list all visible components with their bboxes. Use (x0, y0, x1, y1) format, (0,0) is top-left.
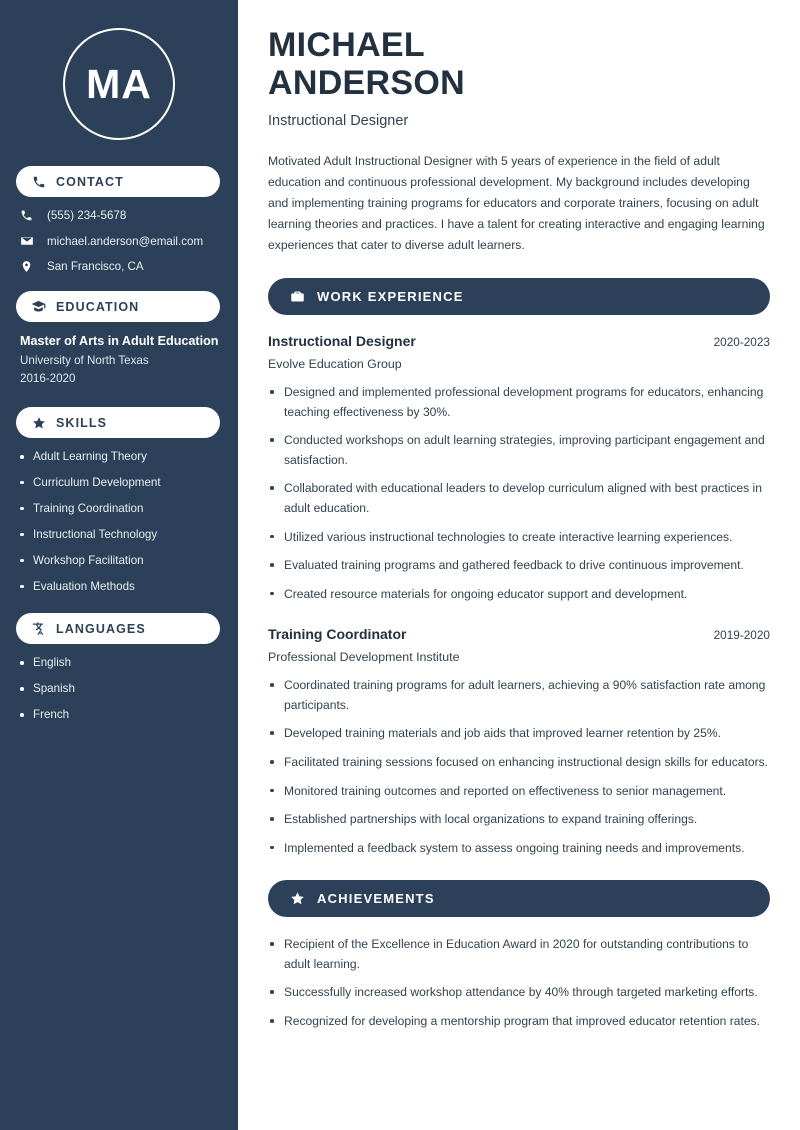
list-item: Developed training materials and job aids that improved learner retention by 25%. (268, 724, 770, 744)
job-organization: Professional Development Institute (268, 650, 460, 665)
main-content (238, 0, 800, 1130)
list-item: Designed and implemented professional development programs for educators, enhancing teaching effectiveness by 30%. (268, 383, 770, 422)
job-title: Instructional Designer (268, 113, 409, 130)
skills-heading-label: SKILLS (56, 415, 108, 430)
list-item: Spanish (20, 682, 220, 696)
list-item: Evaluation Methods (20, 580, 220, 594)
achievements-label: ACHIEVEMENTS (317, 891, 435, 907)
job-header (268, 333, 770, 349)
location-pin-icon (20, 260, 38, 273)
contact-location-value: San Francisco, CA (47, 260, 144, 273)
skills-list (20, 450, 220, 593)
list-item: Implemented a feedback system to assess ongoing training needs and improvements. (268, 839, 770, 859)
achievements-heading (268, 880, 770, 917)
education-section (0, 291, 238, 385)
work-experience-heading (268, 278, 770, 315)
star-icon (30, 414, 47, 431)
education-school: University of North Texas (20, 354, 149, 367)
languages-body (0, 644, 238, 722)
education-heading-label: EDUCATION (56, 299, 140, 314)
list-item: Recognized for developing a mentorship program that improved educator retention rates. (268, 1012, 770, 1032)
languages-heading-label: LANGUAGES (56, 621, 146, 636)
first-name: MICHAEL (268, 26, 425, 64)
list-item: Coordinated training programs for adult learners, achieving a 90% satisfaction rate among participants. (268, 676, 770, 715)
list-item: Successfully increased workshop attendance by 40% through targeted marketing efforts. (268, 983, 770, 1003)
job-header (268, 626, 770, 642)
translate-icon (30, 620, 47, 637)
list-item: Recipient of the Excellence in Education Award in 2020 for outstanding contributions to adult learning. (268, 935, 770, 974)
languages-section (0, 613, 238, 722)
contact-location[interactable] (20, 260, 220, 273)
list-item: Workshop Facilitation (20, 554, 220, 568)
job-entry (268, 626, 770, 858)
skills-section (0, 407, 238, 593)
phone-icon (20, 209, 38, 222)
list-item: French (20, 708, 220, 722)
job-entry (268, 333, 770, 604)
page-title (268, 26, 770, 102)
phone-icon (30, 173, 47, 190)
avatar (0, 28, 238, 140)
work-experience-label: WORK EXPERIENCE (317, 289, 464, 305)
achievements-list (268, 935, 770, 1031)
list-item: Conducted workshops on adult learning strategies, improving participant engagement and satisfaction. (268, 431, 770, 470)
job-bullets (268, 676, 770, 858)
job-role: Instructional Designer (268, 333, 416, 350)
job-role: Training Coordinator (268, 626, 407, 643)
list-item: Monitored training outcomes and reported on effectiveness to senior management. (268, 782, 770, 802)
education-years: 2016-2020 (20, 372, 76, 385)
contact-section (0, 166, 238, 273)
skills-heading (16, 407, 220, 438)
sidebar (0, 0, 238, 1130)
contact-phone-value: (555) 234-5678 (47, 209, 127, 222)
summary-text: Motivated Adult Instructional Designer with 5 years of experience in the field of adult education and continuous professional development. My background includes developing and implementing training programs for educators and corporate trainers, focusing on adult learning theories and practices. I have a talent for creating interactive and engaging learning experiences that cater to diverse adult learners. (268, 154, 765, 253)
contact-heading (16, 166, 220, 197)
avatar-initials: MA (63, 28, 175, 140)
education-body (0, 322, 238, 385)
contact-heading-label: CONTACT (56, 174, 124, 189)
education-heading (16, 291, 220, 322)
star-icon (288, 890, 306, 908)
job-dates: 2019-2020 (713, 628, 770, 643)
list-item: Utilized various instructional technologies to create interactive learning experiences. (268, 528, 770, 548)
list-item: Collaborated with educational leaders to develop curriculum aligned with best practices in adult education. (268, 479, 770, 518)
contact-list (0, 197, 238, 273)
list-item: Created resource materials for ongoing educator support and development. (268, 585, 770, 605)
list-item: Evaluated training programs and gathered feedback to drive continuous improvement. (268, 556, 770, 576)
languages-heading (16, 613, 220, 644)
list-item: Adult Learning Theory (20, 450, 220, 464)
job-organization: Evolve Education Group (268, 357, 402, 372)
education-degree: Master of Arts in Adult Education (20, 334, 219, 348)
list-item: Instructional Technology (20, 528, 220, 542)
job-dates: 2020-2023 (713, 335, 770, 350)
briefcase-icon (288, 288, 306, 306)
graduation-cap-icon (30, 298, 47, 315)
skills-body (0, 438, 238, 593)
list-item: English (20, 656, 220, 670)
list-item: Facilitated training sessions focused on enhancing instructional design skills for educators. (268, 753, 770, 773)
languages-list (20, 656, 220, 722)
list-item: Curriculum Development (20, 476, 220, 490)
contact-email-value: michael.anderson@email.com (47, 234, 204, 248)
contact-phone[interactable] (20, 209, 220, 222)
envelope-icon (20, 234, 38, 248)
list-item: Training Coordination (20, 502, 220, 516)
contact-email[interactable] (20, 234, 220, 248)
list-item: Established partnerships with local organizations to expand training offerings. (268, 810, 770, 830)
job-bullets (268, 383, 770, 604)
last-name: ANDERSON (268, 64, 465, 103)
